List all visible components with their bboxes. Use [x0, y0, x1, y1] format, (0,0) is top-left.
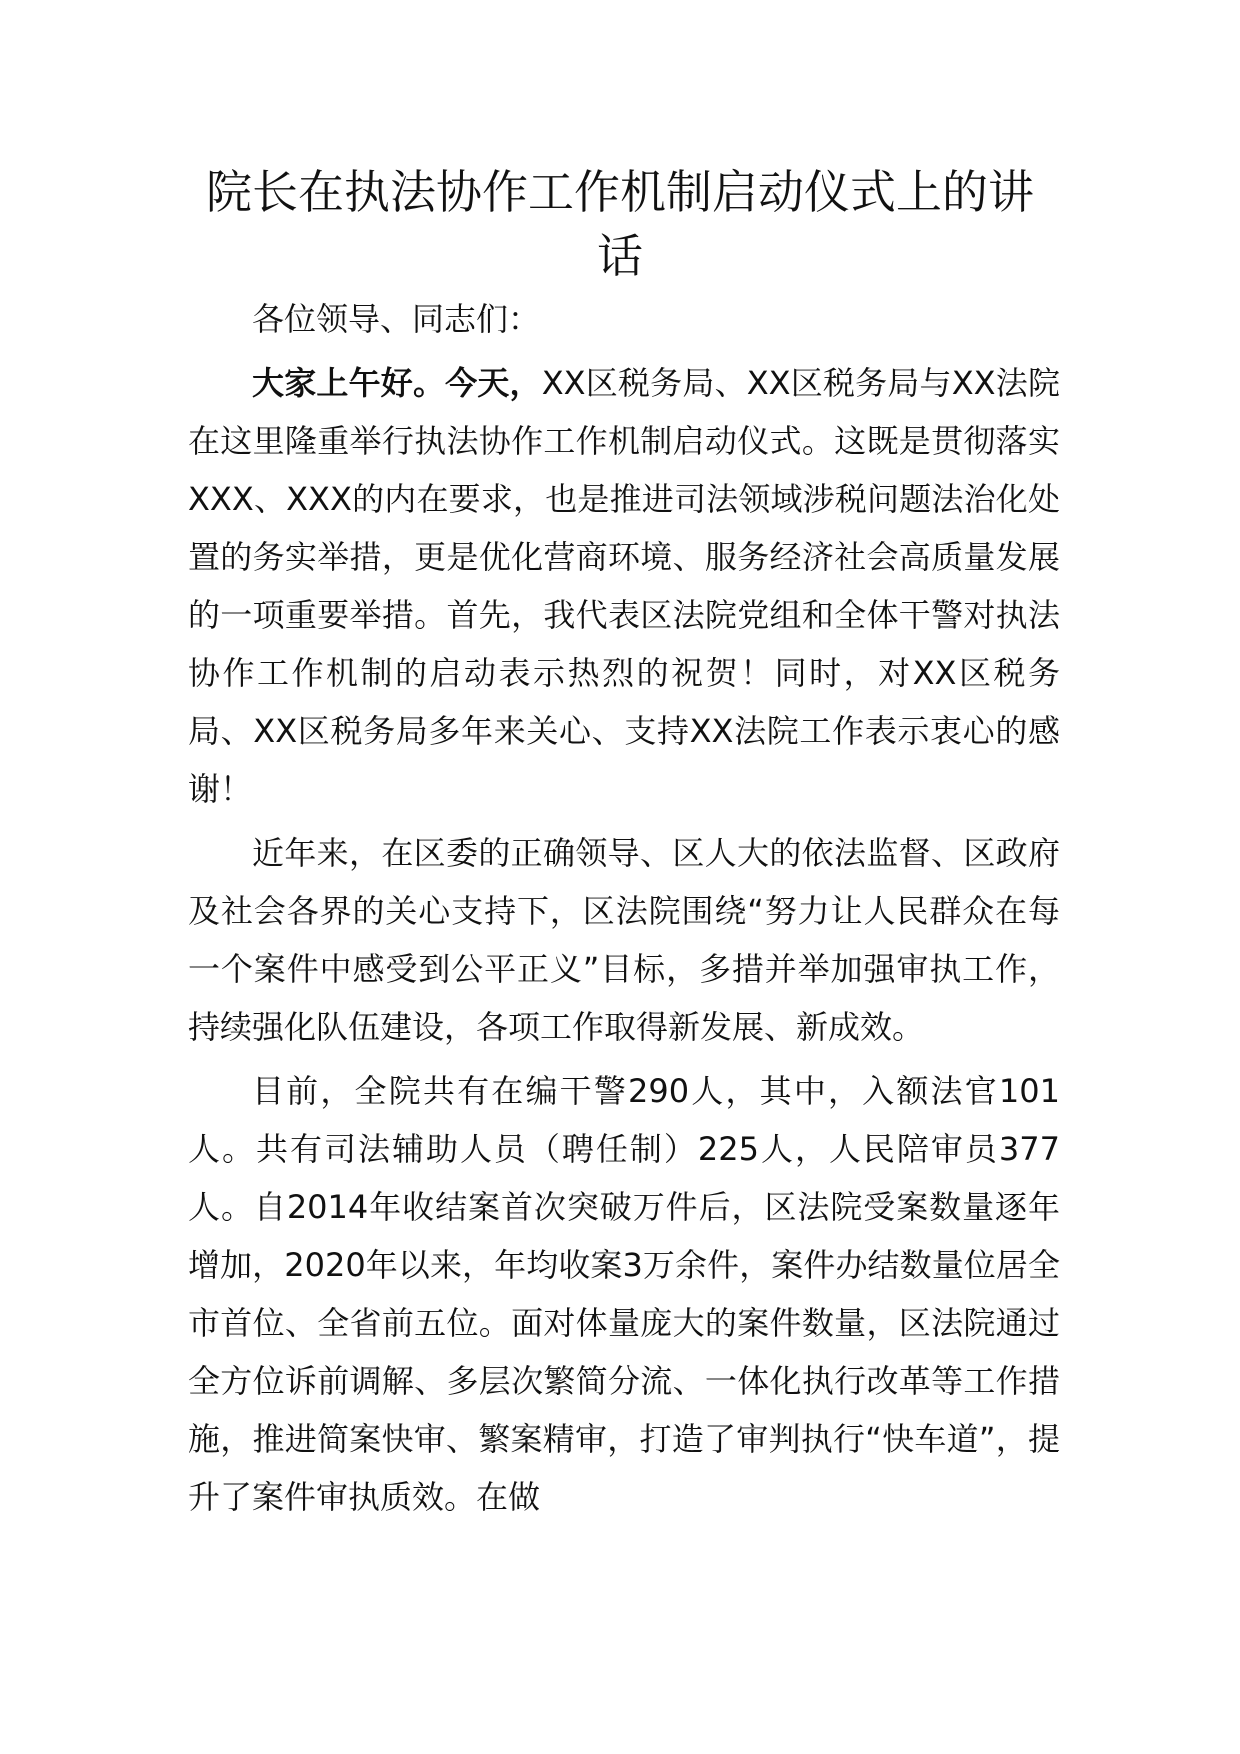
paragraph-2: [188, 824, 1060, 1056]
salutation: 各位领导、同志们：: [252, 300, 541, 338]
paragraph-1-lead: 大家上午好。今天，: [252, 364, 542, 402]
paragraph-2-text: 近年来，在区委的正确领导、区人大的依法监督、区政府及社会各界的关心支持下，区法院围绕“努力让人民群众在每一个案件中感受到公平正义”目标，多措并举加强审执工作，持续强化队伍建设，各项工作取得新发展、新成效。: [188, 834, 1060, 1046]
document-body: [188, 290, 1060, 1526]
paragraph-1: [188, 354, 1060, 818]
paragraph-3: [188, 1062, 1060, 1526]
paragraph-1-text: XX区税务局、XX区税务局与XX法院在这里隆重举行执法协作工作机制启动仪式。这既是贯彻落实XXX、XXX的内在要求，也是推进司法领域涉税问题法治化处置的务实举措，更是优化营商环境、服务经济社会高质量发展的一项重要举措。首先，我代表区法院党组和全体干警对执法协作工作机制的启动表示热烈的祝贺！同时，对XX区税务局、XX区税务局多年来关心、支持XX法院工作表示衷心的感谢！: [188, 364, 1060, 808]
document-title: 院长在执法协作工作机制启动仪式上的讲话: [206, 165, 1034, 283]
paragraph-3-text: 目前，全院共有在编干警290人，其中，入额法官101人。共有司法辅助人员（聘任制）225人，人民陪审员377人。自2014年收结案首次突破万件后，区法院受案数量逐年增加，2020年以来，年均收案3万余件，案件办结数量位居全市首位、全省前五位。面对体量庞大的案件数量，区法院通过全方位诉前调解、多层次繁简分流、一体化执行改革等工作措施，推进简案快审、繁案精审，打造了审判执行“快车道”，提升了案件审执质效。在做: [188, 1072, 1060, 1516]
